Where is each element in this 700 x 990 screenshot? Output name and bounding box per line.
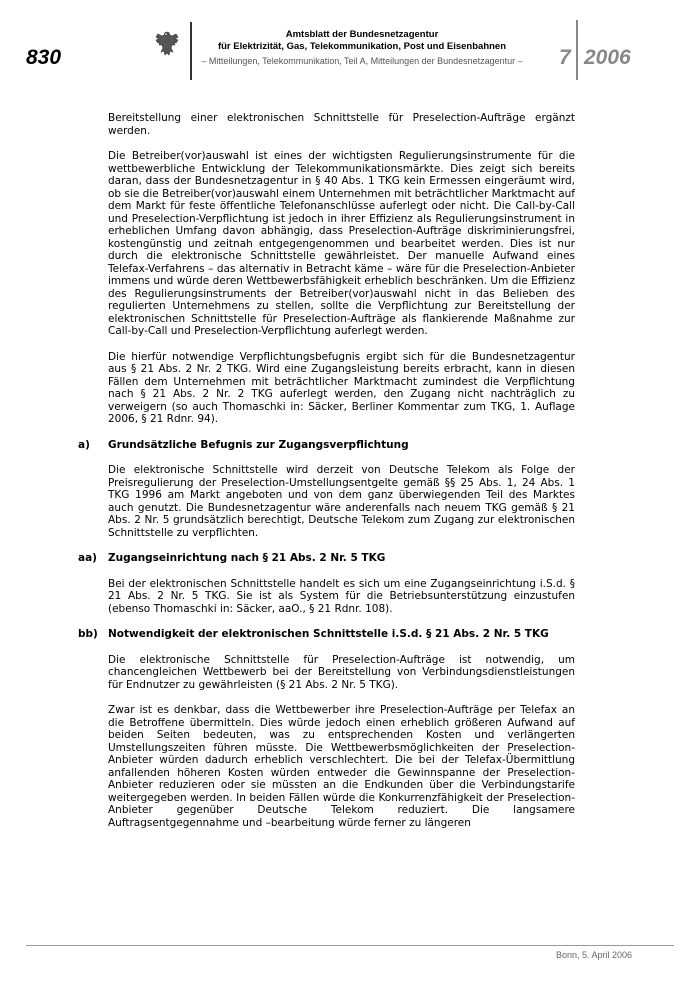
issue-number: 7 (559, 46, 571, 69)
paragraph: Bei der elektronischen Schnittstelle handelt es sich um eine Zugangseinrichtung i.S.d. § 21 Abs. 2 Nr. 5 TKG. Sie ist als System für die Betriebsunterstützung einzustufen (ebenso Thomaschki in: Säcker, aaO., § 21 Rdnr. 108). (108, 577, 575, 615)
gazette-title-sub: für Elektrizität, Gas, Telekommunikation, Post und Eisenbahnen (217, 41, 507, 52)
footer-place-date: Bonn, 5. April 2006 (555, 950, 632, 960)
section-label: aa) (78, 552, 97, 564)
paragraph: Die hierfür notwendige Verpflichtungsbefugnis ergibt sich für die Bundesnetzagentur aus § 21 Abs. 2 Nr. 2 TKG. Wird eine Zugangsleistung bereits erbracht, kann in diesen Fällen dem Unternehmen mit beträchtlicher Marktmacht zumindest die Verpflichtung nach § 21 Abs. 2 Nr. 2 TKG auferlegt werden, den Zugang nicht nachträglich zu verweigern (so auch Thomaschki in: Säcker, Berliner Kommentar zum TKG, 1. Auflage 2006, § 21 Rdnr. 94). (108, 350, 575, 425)
issue-divider (576, 20, 578, 80)
section-heading-aa (78, 552, 575, 565)
issue-year: 2006 (584, 46, 631, 69)
gazette-section: – Mitteilungen, Telekommunikation, Teil A, Mitteilungen der Bundesnetzagentur – (201, 56, 523, 66)
section-title: Grundsätzliche Befugnis zur Zugangsverpflichtung (108, 438, 409, 451)
section-label: a) (78, 438, 90, 451)
section-label: bb) (78, 628, 98, 640)
paragraph: Die elektronische Schnittstelle wird derzeit von Deutsche Telekom als Folge der Preisregulierung der Preselection-Umstellungsentgelte gemäß §§ 25 Abs. 1, 24 Abs. 1 TKG 1996 am Markt angeboten und von dem ganz überwiegenden Teil des Marktes auch genutzt. Die Bundesnetzagentur wäre anderenfalls nach neuem TKG gemäß § 21 Abs. 2 Nr. 5 grundsätzlich berechtigt, Deutsche Telekom zum Zugang zur elektronischen Schnittstelle zu verpflichten. (108, 464, 575, 539)
section-heading-bb (78, 628, 575, 641)
gazette-title: Amtsblatt der Bundesnetzagentur (285, 29, 439, 40)
federal-eagle-icon (154, 30, 180, 58)
paragraph: Bereitstellung einer elektronischen Schnittstelle für Preselection-Aufträge ergänzt werden. (108, 112, 575, 137)
paragraph: Die elektronische Schnittstelle für Preselection-Aufträge ist notwendig, um chancengleichen Wettbewerb bei der Bereitstellung von Verbindungsdienstleistungen für Endnutzer zu gewährleisten (§ 21 Abs. 2 Nr. 5 TKG). (108, 653, 575, 691)
footer-divider (26, 945, 674, 946)
page-number: 830 (26, 46, 62, 69)
section-heading-a (78, 438, 575, 452)
paragraph: Zwar ist es denkbar, dass die Wettbewerber ihre Preselection-Aufträge per Telefax an die Betroffene übermitteln. Dies würde jedoch einen erheblich größeren Aufwand auf beiden Seiten bedeuten, was zu entsprechenden Kosten und verlängerten Umstellungszeiten führen müsste. Die Wettbewerbsmöglichkeiten der Preselection-Anbieter würden dadurch erheblich verschlechtert. Die bei der Telefax-Übermittlung anfallenden höheren Kosten würden entweder die Gewinnspanne der Preselection-Anbieter reduzieren oder sie müssten an die Endkunden über die Verbindungstarife weitergegeben werden. In beiden Fällen würde die Konkurrenzfähigkeit der Preselection-Anbieter gegenüber Deutsche Telekom reduziert. Die langsamere Auftragsentgegennahme und –bearbeitung würde ferner zu längeren (108, 704, 575, 829)
section-title: Zugangseinrichtung nach § 21 Abs. 2 Nr. 5 TKG (108, 552, 386, 564)
paragraph: Die Betreiber(vor)auswahl ist eines der wichtigsten Regulierungsinstrumente für die wettbewerbliche Entwicklung der Telekommunikationsmärkte. Dies zeigt sich bereits daran, dass der Bundesnetzagentur in § 40 Abs. 1 TKG kein Ermessen eingeräumt wird, ob sie die Betreiber(vor)auswahl einem Unternehmen mit beträchtlicher Marktmacht auf dem Markt für feste öffentliche Telefonanschlüsse auferlegt oder nicht. Die Call-by-Call und Preselection-Verpflichtung ist jedoch in ihrer Effizienz als Regulierungsinstrument in erheblichen Umfang davon abhängig, dass Preselection-Aufträge diskriminierungsfrei, kostengünstig und zeitnah entgegengenommen und bearbeitet werden. Dies ist nur durch die elektronische Schnittstelle gewährleistet. Der manuelle Aufwand eines Telefax-Verfahrens – das alternativ in Betracht käme – wäre für die Preselection-Anbieter immens und würde deren Wettbewerbsfähigkeit erheblich beschränken. Um die Effizienz des Regulierungsinstruments der Betreiber(vor)auswahl nicht in das Belieben des regulierten Unternehmens zu stellen, sollte die Verpflichtung zur Bereitstellung der elektronischen Schnittstelle für Preselection-Aufträge als flankierende Maßnahme zur Call-by-Call und Preselection-Verpflichtung auferlegt werden. (108, 150, 575, 337)
page-body (78, 112, 575, 842)
section-title: Notwendigkeit der elektronischen Schnittstelle i.S.d. § 21 Abs. 2 Nr. 5 TKG (108, 628, 549, 640)
